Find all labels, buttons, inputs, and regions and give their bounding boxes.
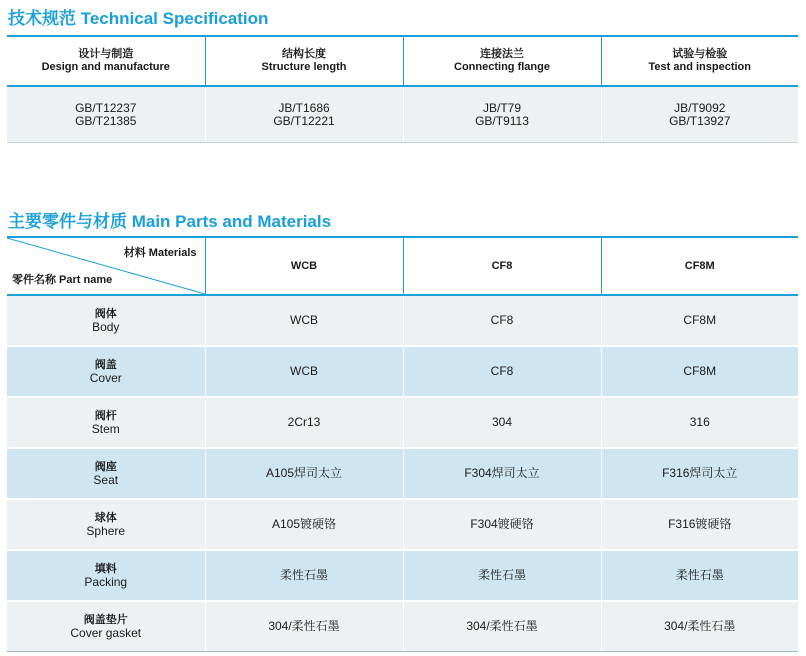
material-cell: 柔性石墨 [403,550,601,601]
part-name-cell [7,448,205,499]
technical-spec-table [7,35,798,143]
part-name-cell [7,346,205,397]
part-name-en: Seat [93,472,119,487]
part-name-cell [7,397,205,448]
material-cell: 316 [601,397,798,448]
standard-code: JB/T9092 [674,100,726,115]
material-cell: F316焊司太立 [601,448,798,499]
material-cell: CF8 [403,346,601,397]
part-name-cn: 阀盖 [94,358,117,371]
material-cell: WCB [205,295,403,346]
material-cell: A105焊司太立 [205,448,403,499]
part-name-cn: 阀体 [94,307,117,320]
part-name-en: Cover gasket [70,625,142,640]
material-cell: CF8M [601,295,798,346]
table-header-row [7,36,798,86]
header-design-manufacture [7,36,205,86]
main-parts-title: 主要零件与材质 Main Parts and Materials [8,212,332,231]
part-name-en: Sphere [86,523,126,538]
material-cell: 柔性石墨 [205,550,403,601]
header-en: Connecting flange [454,61,550,73]
header-connecting-flange [403,36,601,86]
spec-cell [403,86,601,143]
material-cell: CF8 [403,295,601,346]
material-column-header: CF8M [601,237,798,295]
standard-code: JB/T79 [482,100,521,115]
material-cell: A105镀硬铬 [205,499,403,550]
material-cell: F304焊司太立 [403,448,601,499]
material-cell: WCB [205,346,403,397]
part-name-cn: 阀杆 [94,409,117,422]
material-column-header: WCB [205,237,403,295]
table-row [7,601,798,652]
material-cell: 2Cr13 [205,397,403,448]
corner-header-cell [7,237,205,295]
material-cell: 柔性石墨 [601,550,798,601]
header-cn: 连接法兰 [480,48,524,60]
standard-code: GB/T13927 [669,113,731,128]
table-row [7,448,798,499]
table-row [7,346,798,397]
header-test-inspection [601,36,798,86]
part-name-en: Packing [84,574,128,589]
material-cell: 304/柔性石墨 [403,601,601,652]
part-name-cell [7,550,205,601]
standard-code: GB/T12221 [273,113,335,128]
header-cn: 试验与检验 [672,48,728,60]
header-en: Design and manufacture [41,61,170,73]
table-row [7,499,798,550]
material-cell: CF8M [601,346,798,397]
part-name-en: Body [92,319,120,334]
spec-cell [7,86,205,143]
part-name-cell [7,601,205,652]
parts-table-body [7,295,798,652]
part-name-cell [7,499,205,550]
part-name-cn: 填料 [94,562,117,575]
main-parts-table [7,236,798,652]
part-name-cn: 球体 [94,511,117,524]
part-name-en: Cover [89,370,122,385]
table-row [7,397,798,448]
material-column-header: CF8 [403,237,601,295]
technical-spec-title: 技术规范 Technical Specification [8,9,269,28]
part-name-cn: 阀盖垫片 [83,613,128,626]
spec-cell [601,86,798,143]
material-cell: 304/柔性石墨 [601,601,798,652]
table-header-row [7,237,798,295]
material-cell: F316镀硬铬 [601,499,798,550]
part-name-cn: 阀座 [94,460,117,473]
table-row [7,295,798,346]
table-row [7,550,798,601]
material-cell: 304/柔性石墨 [205,601,403,652]
header-en: Test and inspection [648,61,751,73]
header-en: Structure length [261,61,347,73]
standard-code: GB/T12237 [75,100,137,115]
standard-code: GB/T9113 [475,113,529,128]
materials-label: 材料 Materials [123,247,197,259]
material-cell: 304 [403,397,601,448]
table-row [7,86,798,143]
part-name-label: 零件名称 Part name [12,274,113,286]
header-cn: 结构长度 [282,48,326,60]
standard-code: GB/T21385 [75,113,137,128]
spec-cell [205,86,403,143]
part-name-en: Stem [91,421,120,436]
part-name-cell [7,295,205,346]
header-structure-length [205,36,403,86]
header-cn: 设计与制造 [78,48,134,60]
standard-code: JB/T1686 [278,100,330,115]
material-cell: F304镀硬铬 [403,499,601,550]
